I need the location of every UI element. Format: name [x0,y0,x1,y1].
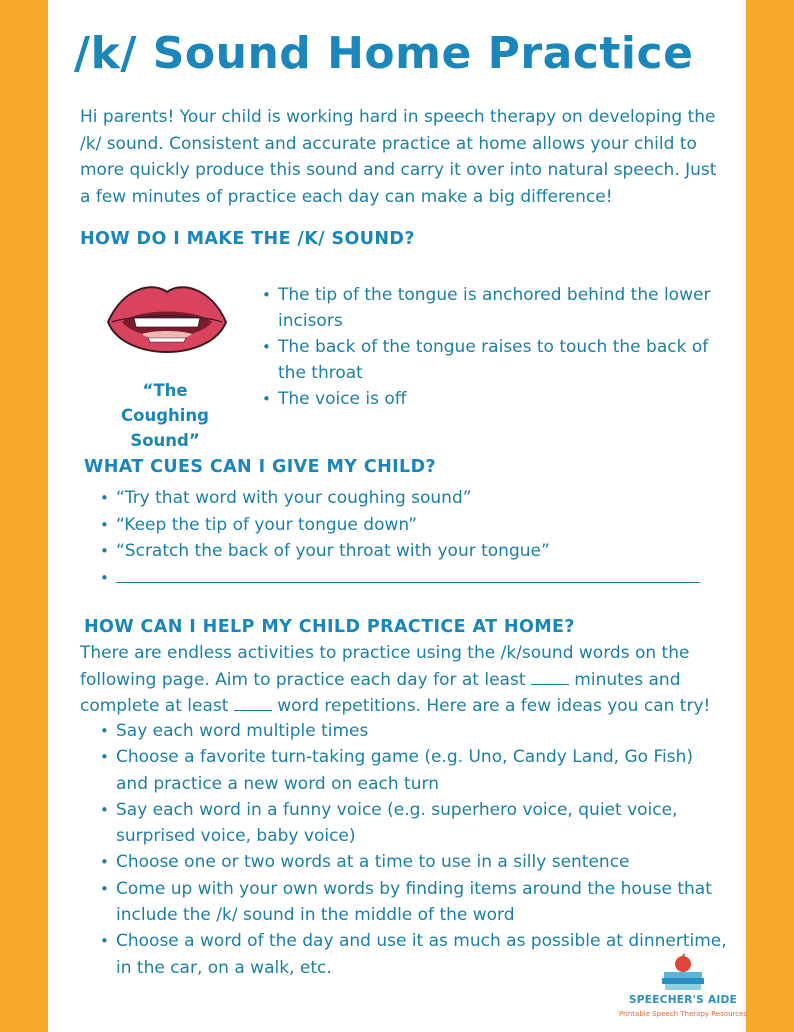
logo [618,954,748,1026]
logo-tagline: Printable Speech Therapy Resources [618,1010,748,1018]
intro-paragraph: Hi parents! Your child is working hard in speech therapy on developing the /k/ sound. Consistent and accurate practice at home allows your child to more quickly produce this sound and carry it over into natural speech. Just a few minutes of practice each day can make a big difference! [80,107,717,207]
list-item: • “Try that word with your coughing sound” [98,485,718,512]
section-heading-cues: WHAT CUES CAN I GIVE MY CHILD? [84,457,437,477]
cues-list [98,485,718,591]
list-item: • Choose a favorite turn-taking game (e.g. Uno, Candy Land, Go Fish) and practice a new word on each turn [98,744,728,797]
left-border [0,0,48,1032]
books-apple-icon [658,954,708,994]
make-sound-list [260,282,730,412]
mouth-icon [104,278,230,370]
repetitions-blank[interactable] [234,696,272,711]
list-item: • “Keep the tip of your tongue down” [98,512,718,539]
logo-name: SPEECHER'S AIDE [628,994,738,1006]
list-item: • Come up with your own words by finding items around the house that include the /k/ sound in the middle of the word [98,876,728,929]
list-item: • The tip of the tongue is anchored behind the lower incisors [260,282,730,334]
section-heading-make-sound: HOW DO I MAKE THE /K/ SOUND? [80,229,415,249]
page-title: /k/ Sound Home Practice [74,28,694,79]
list-item: • The back of the tongue raises to touch the back of the throat [260,334,730,386]
list-item: • The voice is off [260,386,730,412]
list-item: • Say each word in a funny voice (e.g. superhero voice, quiet voice, surprised voice, baby voice) [98,797,728,850]
blank-line[interactable] [116,568,700,583]
mouth-caption: “The Coughing Sound” [121,381,209,450]
section-heading-practice: HOW CAN I HELP MY CHILD PRACTICE AT HOME? [84,617,575,637]
list-item: • Choose a word of the day and use it as much as possible at dinnertime, in the car, on a walk, etc. [98,928,728,981]
list-item-blank [98,565,718,592]
practice-ideas-list [98,718,728,981]
list-item: • Say each word multiple times [98,718,728,744]
minutes-blank[interactable] [531,670,569,685]
right-border [746,0,794,1032]
list-item: • Choose one or two words at a time to use in a silly sentence [98,849,728,875]
page [48,0,746,1032]
practice-intro-paragraph: There are endless activities to practice using the /k/sound words on the following page. Aim to practice each day for at least minutes and complete at least word repetitions. Here are a few ideas you can try! [80,643,711,716]
list-item: • “Scratch the back of your throat with your tongue” [98,538,718,565]
